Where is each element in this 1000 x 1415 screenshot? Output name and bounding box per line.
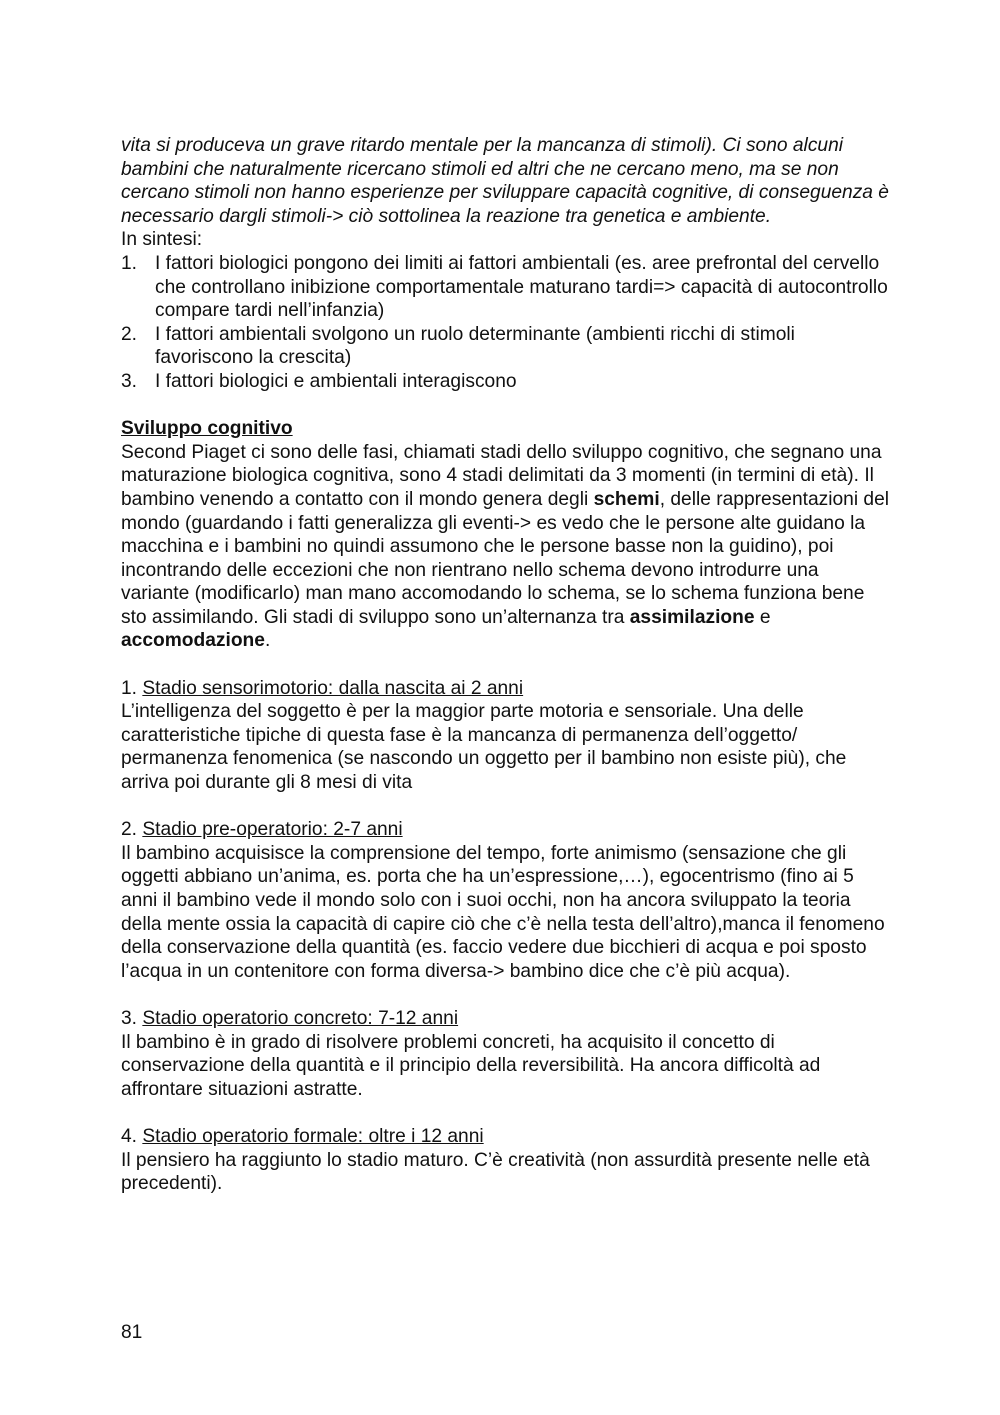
summary-list <box>121 252 891 394</box>
stage-title-text: Stadio sensorimotorio: dalla nascita ai 2 anni <box>142 677 524 699</box>
stage-section <box>121 677 891 795</box>
spacer <box>121 394 891 418</box>
list-item <box>121 370 891 394</box>
stage-title-text: Stadio operatorio concreto: 7-12 anni <box>142 1007 459 1029</box>
stage-section <box>121 1125 891 1196</box>
stage-number: 4. <box>121 1125 143 1147</box>
spacer <box>121 1101 891 1125</box>
list-item-number: 1. <box>121 252 138 274</box>
stage-title <box>121 1007 891 1031</box>
stage-text: Il bambino è in grado di risolvere problemi concreti, ha acquisito il concetto di conservazione della quantità e il principio della reversibilità. Ha ancora difficoltà ad affrontare situazioni astratte. <box>121 1031 821 1100</box>
stage-title-text: Stadio operatorio formale: oltre i 12 anni <box>142 1125 484 1147</box>
list-item <box>121 323 891 370</box>
stage-text: L’intelligenza del soggetto è per la maggior parte motoria e sensoriale. Una delle caratteristiche tipiche di questa fase è la mancanza di permanenza dell’oggetto/ permanenza fenomenica (se nascondo un oggetto per il bambino non esiste più), che arriva poi durante gli 8 mesi di vita <box>121 701 847 794</box>
list-item-text: I fattori ambientali svolgono un ruolo determinante (ambienti ricchi di stimoli favoriscono la crescita) <box>155 323 795 369</box>
bold-term-schemi: schemi <box>593 488 660 510</box>
stage-section <box>121 818 891 983</box>
stage-title-text: Stadio pre-operatorio: 2-7 anni <box>142 819 403 841</box>
list-item-text: I fattori biologici pongono dei limiti ai fattori ambientali (es. aree prefrontal del cervello che controllano inibizione comportamentale maturano tardi=> capacità di autocontrollo compare tardi nell’infanzia) <box>155 252 888 322</box>
cognitive-paragraph <box>121 441 891 653</box>
intro-paragraph: vita si produceva un grave ritardo mentale per la mancanza di stimoli). Ci sono alcuni bambini che naturalmente ricercano stimoli ed altri che ne cercano meno, ma se non cercano stimoli non hanno esperienze per sviluppare capacità cognitive, di conseguenza è necessario dargli stimoli-> ciò sottolinea la reazione tra genetica e ambiente. <box>121 135 889 227</box>
stage-number: 3. <box>121 1007 143 1029</box>
text-run: . <box>264 630 271 652</box>
section-heading: Sviluppo cognitivo <box>121 418 293 440</box>
stage-text: Il bambino acquisisce la comprensione del tempo, forte animismo (sensazione che gli oggetti abbiano un’anima, es. porta che ha un’espressione,…), egocentrismo (fino ai 5 anni il bambino vede il mondo solo con i suoi occhi, non ha ancora sviluppato la teoria della mente ossia la capacità di capire ciò che c’è nella testa dell’altro),manca il fenomeno della conservazione della quantità (es. faccio vedere due bicchieri di acqua e poi sposto l’acqua in un contenitore con forma diversa-> bambino dice che c’è più acqua). <box>121 842 885 982</box>
stage-text: Il pensiero ha raggiunto lo stadio maturo. C’è creatività (non assurdità presente nelle età precedenti). <box>121 1149 870 1195</box>
spacer <box>121 653 891 677</box>
stage-title <box>121 677 891 701</box>
stage-section <box>121 1007 891 1101</box>
stage-number: 2. <box>121 819 143 841</box>
page-number: 81 <box>121 1322 143 1343</box>
page-body <box>121 134 891 1196</box>
spacer <box>121 983 891 1007</box>
summary-label: In sintesi: <box>121 229 203 251</box>
bold-term-assimilazione: assimilazione <box>629 606 755 628</box>
list-item <box>121 252 891 323</box>
stage-title <box>121 1125 891 1149</box>
list-item-number: 2. <box>121 323 138 345</box>
text-run: Second Piaget ci sono delle fasi, chiamati stadi dello sviluppo cognitivo, che segnano una maturazione biologica cognitiva, sono 4 stadi delimitati da 3 momenti (in termini di età). Il bambino venendo a contatto con il mondo genera degli <box>121 441 882 510</box>
text-run: , delle rappresentazioni del mondo (guardando i fatti generalizza gli eventi-> es vedo che le persone alte guidano la macchina e i bambini no quindi assumono che le persone basse non la guidino), poi incontrando delle eccezioni che non rientrano nello schema devono introdurre una variante (modificarlo) man mano accomodando lo schema, se lo schema funziona bene sto assimilando. Gli stadi di sviluppo sono un’alternanza tra <box>121 488 890 628</box>
bold-term-accomodazione: accomodazione <box>121 630 265 652</box>
list-item-text: I fattori biologici e ambientali interagiscono <box>155 370 517 392</box>
stage-number: 1. <box>121 677 143 699</box>
list-item-number: 3. <box>121 370 138 392</box>
text-run: e <box>754 606 771 628</box>
stage-title <box>121 818 891 842</box>
spacer <box>121 795 891 819</box>
